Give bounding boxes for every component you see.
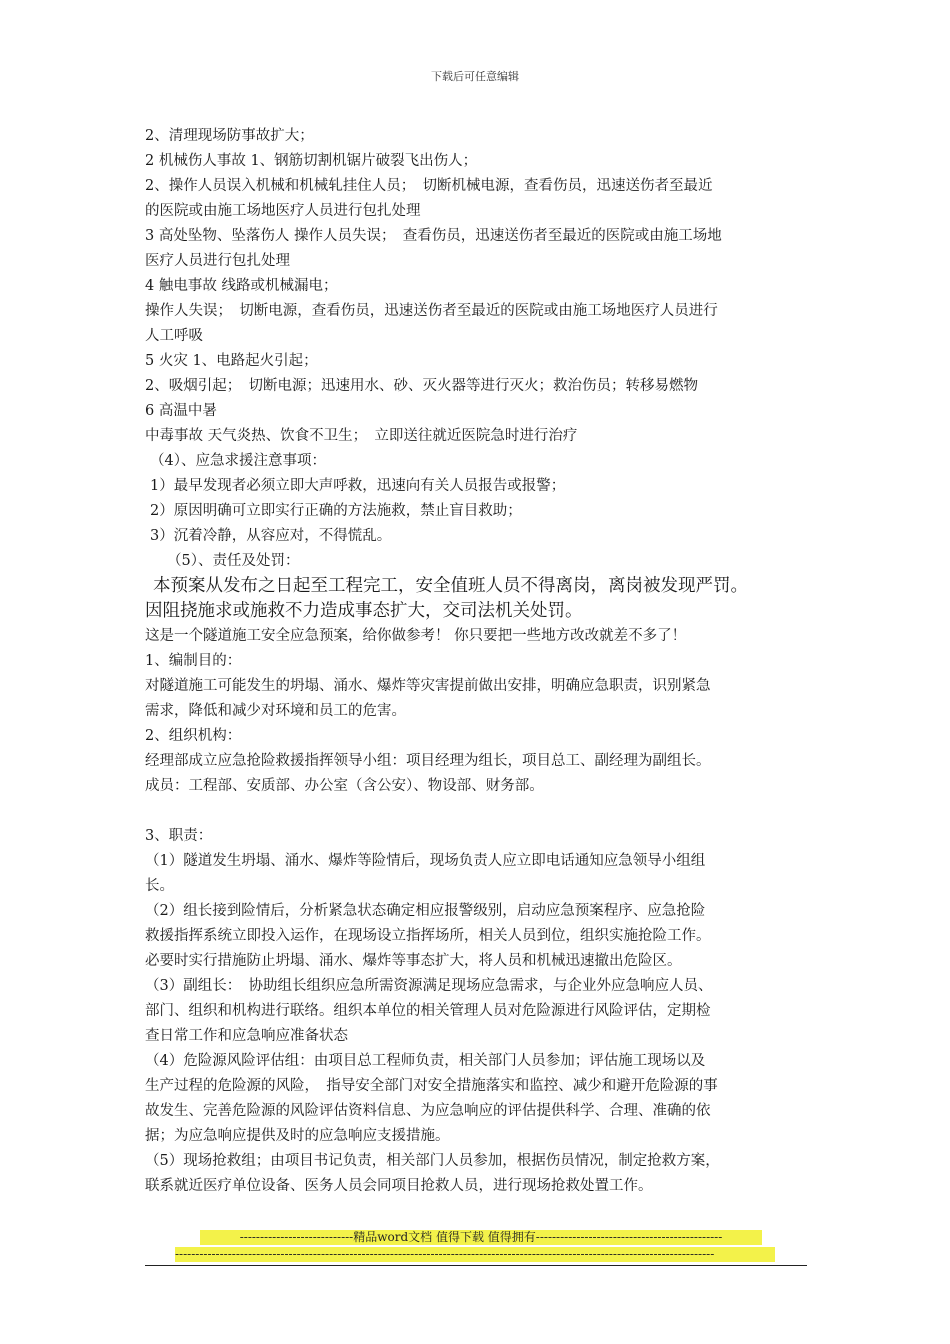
text-line: 中毒事故 天气炎热、饮食不卫生； 立即送往就近医院急时进行治疗 (145, 428, 578, 444)
footer-divider (145, 1265, 807, 1266)
text-line: 2、清理现场防事故扩大； (145, 128, 314, 144)
text-line: 成员：工程部、安质部、办公室（含公安）、物设部、财务部。 (145, 778, 544, 794)
text-line: （4）危险源风险评估组：由项目总工程师负责，相关部门人员参加；评估施工现场以及 (145, 1053, 706, 1069)
section-heading: 3、职责： (145, 828, 213, 844)
text-line: 部门、组织和机构进行联络。组织本单位的相关管理人员对危险源进行风险评估，定期检 (145, 1003, 711, 1019)
text-line: 需求，降低和减少对环境和员工的危害。 (145, 703, 406, 719)
list-item: 2）原因明确可立即实行正确的方法施救，禁止盲目救助； (150, 503, 522, 519)
text-line: 医疗人员进行包扎处理 (145, 253, 290, 269)
text-line: 救援指挥系统立即投入运作，在现场设立指挥场所，相关人员到位，组织实施抢险工作。 (145, 928, 711, 944)
text-line: 2、吸烟引起； 切断电源；迅速用水、砂、灭火器等进行灭火；救治伤员；转移易燃物 (145, 378, 698, 394)
text-line: 联系就近医疗单位设备、医务人员会同项目抢救人员，进行现场抢救处置工作。 (145, 1178, 653, 1194)
list-item: 1）最早发现者必须立即大声呼救，迅速向有关人员报告或报警； (150, 478, 566, 494)
text-line: 2、操作人员误入机械和机械轧挂住人员； 切断机械电源，查看伤员，迅速送伤者至最近 (145, 178, 713, 194)
section-heading: （5）、责任及处罚： (167, 553, 300, 569)
text-line: 据；为应急响应提供及时的应急响应支援措施。 (145, 1128, 450, 1144)
text-line: 的医院或由施工场地医疗人员进行包扎处理 (145, 203, 421, 219)
text-line: 2 机械伤人事故 1、钢筋切割机锯片破裂飞出伤人； (145, 153, 478, 169)
text-line: 查日常工作和应急响应准备状态 (145, 1028, 348, 1044)
text-line: 这是一个隧道施工安全应急预案，给你做参考！ 你只要把一些地方改改就差不多了！ (145, 628, 687, 644)
text-line: 3 高处坠物、坠落伤人 操作人员失误； 查看伤员，迅速送伤者至最近的医院或由施工场地 (145, 228, 722, 244)
text-line-large: 本预案从发布之日起至工程完工，安全值班人员不得离岗，离岗被发现严罚。 (153, 576, 748, 596)
text-line: 5 火灾 1、电路起火引起； (145, 353, 318, 369)
text-line: 6 高温中暑 (145, 403, 217, 419)
document-body (145, 124, 813, 1199)
footer-banner-dashes: ------------------------------------------------------------------------------------------------------------------------------------- (175, 1247, 775, 1262)
text-line: 必要时实行措施防止坍塌、涌水、爆炸等事态扩大，将人员和机械迅速撤出危险区。 (145, 953, 682, 969)
text-line: 对隧道施工可能发生的坍塌、涌水、爆炸等灾害提前做出安排，明确应急职责，识别紧急 (145, 678, 711, 694)
section-heading: 2、组织机构： (145, 728, 242, 744)
text-line: （5）现场抢救组；由项目书记负责，相关部门人员参加，根据伤员情况，制定抢救方案， (145, 1153, 720, 1169)
text-line: 故发生、完善危险源的风险评估资料信息、为应急响应的评估提供科学、合理、准确的依 (145, 1103, 711, 1119)
text-line: 生产过程的危险源的风险， 指导安全部门对安全措施落实和监控、减少和避开危险源的事 (145, 1078, 718, 1094)
text-line: 操作人失误； 切断电源，查看伤员，迅速送伤者至最近的医院或由施工场地医疗人员进行 (145, 303, 718, 319)
text-line-large: 因阻挠施求或施救不力造成事态扩大，交司法机关处罚。 (145, 601, 583, 621)
blank-line (145, 799, 813, 824)
text-line: 长。 (145, 878, 174, 894)
text-line: （1）隧道发生坍塌、涌水、爆炸等险情后，现场负责人应立即电话通知应急领导小组组 (145, 853, 706, 869)
text-line: 经理部成立应急抢险救援指挥领导小组：项目经理为组长，项目总工、副经理为副组长。 (145, 753, 711, 769)
list-item: 3）沉着冷静，从容应对，不得慌乱。 (150, 528, 392, 544)
text-line: （3）副组长： 协助组长组织应急所需资源满足现场应急需求，与企业外应急响应人员、 (145, 978, 713, 994)
text-line: 人工呼吸 (145, 328, 203, 344)
text-line: 4 触电事故 线路或机械漏电； (145, 278, 338, 294)
section-heading: （4）、应急求援注意事项： (150, 453, 326, 469)
footer-banner: ----------------------------精品word文档 值得下载 值得拥有---------------------------------------------- (200, 1230, 762, 1245)
section-heading: 1、编制目的： (145, 653, 242, 669)
text-line: （2）组长接到险情后，分析紧急状态确定相应报警级别，启动应急预案程序、应急抢险 (145, 903, 706, 919)
header-note: 下载后可任意编辑 (431, 70, 519, 83)
